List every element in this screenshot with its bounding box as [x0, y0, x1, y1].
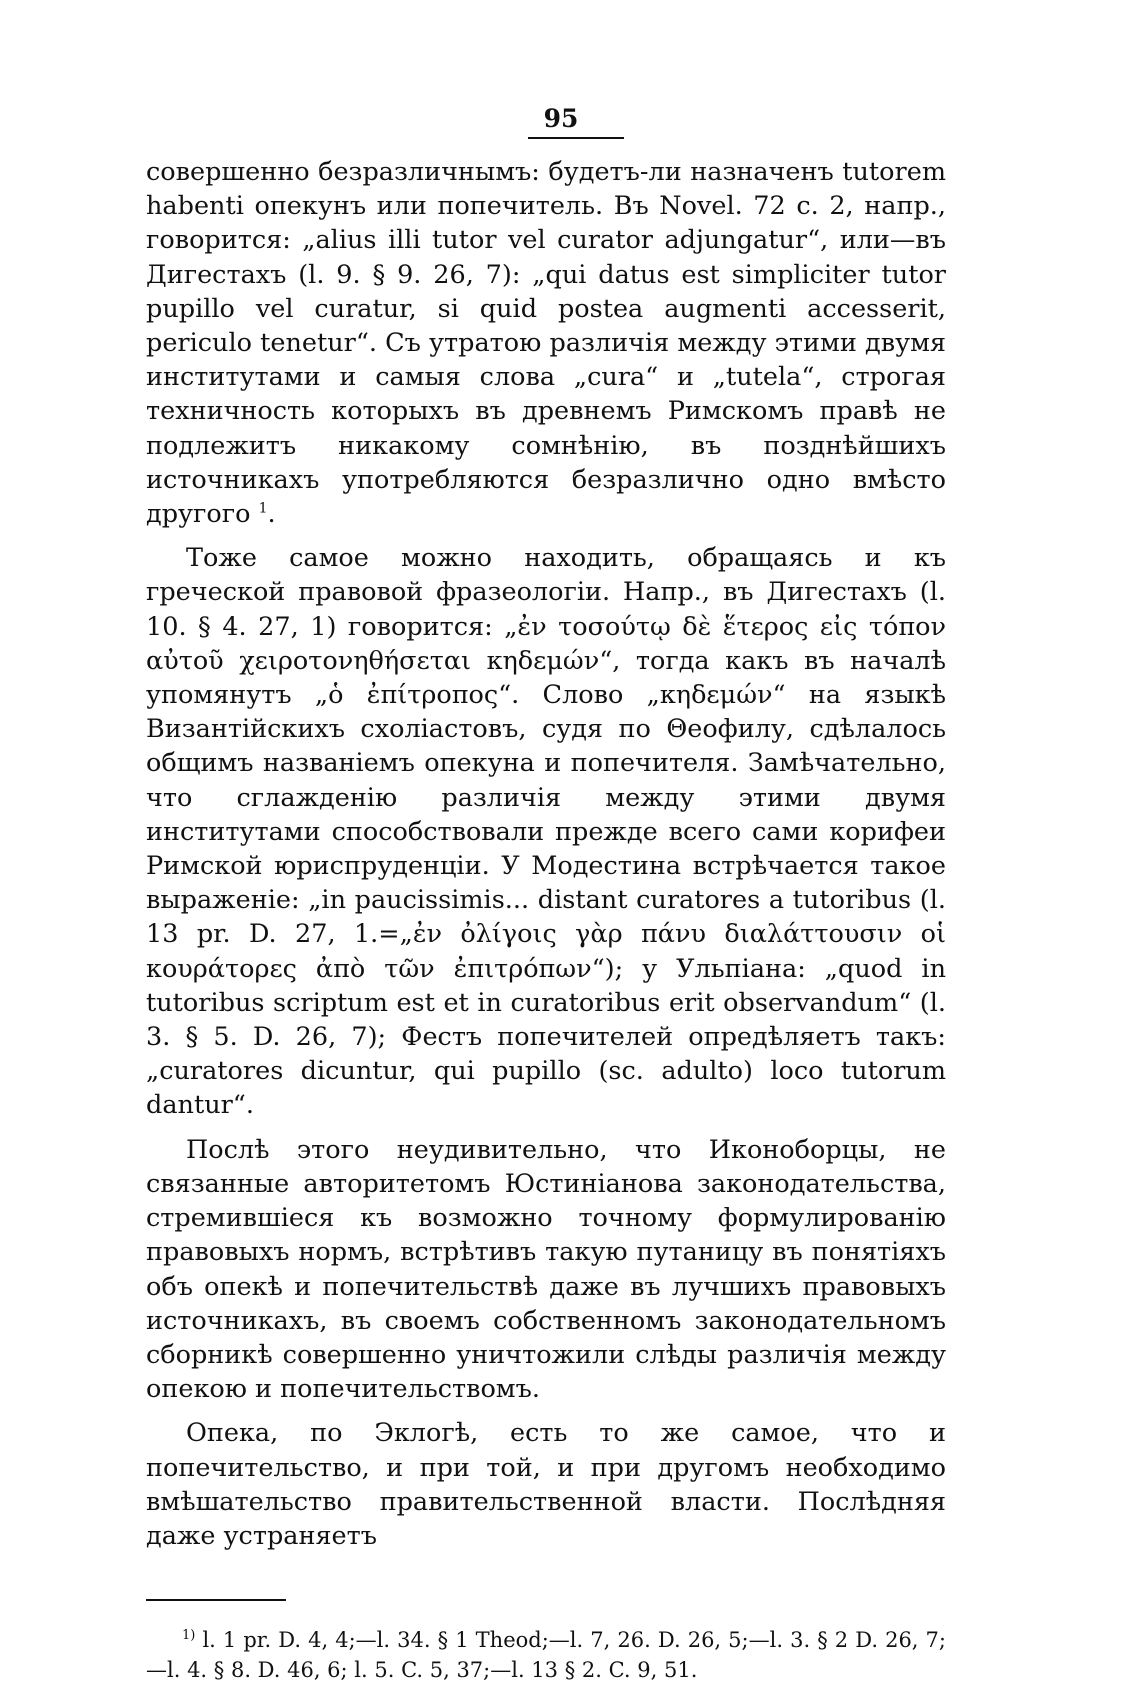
paragraph-1 [146, 155, 946, 531]
paragraph-3: Послѣ этого неудивительно, что Иконоборцы, не связанные авторитетомъ Юстиніанова законодательства, стремившіеся къ возможно точному формулированію правовыхъ нормъ, встрѣтивъ такую путаницу въ понятіяхъ объ опекѣ и попечительствѣ даже въ лучшихъ правовыхъ источникахъ, въ своемъ собственномъ законодательномъ сборникѣ совершенно уничтожили слѣды различія между опекою и попечительствомъ. [146, 1134, 946, 1405]
paragraph-1-text: совершенно безразличнымъ: будетъ-ли назначенъ tutorem habenti опекунъ или попечитель. Въ Novel. 72 с. 2, напр., говорится: „alius illi tutor vel curator adjungatur“, или—въ Дигестахъ (l. 9. § 9. 26, 7): „qui datus est simpliciter tutor pupillo vel curatur, si quid postea augmenti accesserit, periculo tenetur“. Съ утратою различія между этими двумя институтами и самыя слова „cura“ и „tutela“, строгая техничность которыхъ въ древнемъ Римскомъ правѣ не подлежитъ никакому сомнѣнію, въ позднѣйшихъ источникахъ употребляются безразлично одно вмѣсто другого [146, 157, 946, 530]
paragraph-4: Опека, по Эклогѣ, есть то же самое, что и попечительство, и при той, и при другомъ необходимо вмѣшательство правительственной власти. Послѣдняя даже устраняетъ [146, 1418, 946, 1551]
paragraph-1-tail: . [267, 499, 276, 530]
paragraph-2: Тоже самое можно находить, обращаясь и къ греческой правовой фразеологіи. Напр., въ Дигестахъ (l. 10. § 4. 27, 1) говорится: „ἐν τοσούτῳ δὲ ἕτερος εἰς τόπον αὐτοῦ χειροτονηθήσεται κηδεμών“, тогда какъ въ началѣ упомянутъ „ὁ ἐπίτροπος“. Слово „κηδεμών“ на языкѣ Византійскихъ схоліастовъ, судя по Θеофилу, сдѣлалось общимъ названіемъ опекуна и попечителя. Замѣчательно, что сглажденію различія между этими двумя институтами способствовали прежде всего сами корифеи Римской юриспруденціи. У Модестина встрѣчается такое выраженіе: „in paucissimis... distant curatores a tutoribus (l. 13 pr. D. 27, 1.=„ἐν ὀλίγοις γὰρ πάνυ διαλάττουσιν οἱ κουράτορες ἀπὸ τῶν ἐπιτρόπων“); у Ульпіана: „quod in tutoribus scriptum est et in curatoribus erit observandum“ (l. 3. § 5. D. 26, 7); Фестъ попечителей опредѣляетъ такъ: „curatores dicuntur, qui pupillo (sc. adulto) loco tutorum dantur“. [146, 543, 946, 1121]
page-number-rule [528, 137, 624, 139]
footnote-rule [146, 1599, 286, 1601]
page-number: 95 [543, 104, 579, 133]
footnote [146, 1625, 946, 1685]
book-page [146, 104, 946, 1682]
footnote-marker: 1) [182, 1627, 196, 1643]
footnote-text: l. 1 pr. D. 4, 4;—l. 34. § 1 Theod;—l. 7, 26. D. 26, 5;—l. 3. § 2 D. 26, 7;—l. 4. § 8. D. 46, 6; l. 5. C. 5, 37;—l. 13 § 2. C. 9, 51. [146, 1627, 946, 1682]
body-text [146, 155, 946, 1553]
footnote-reference: 1 [258, 500, 268, 517]
